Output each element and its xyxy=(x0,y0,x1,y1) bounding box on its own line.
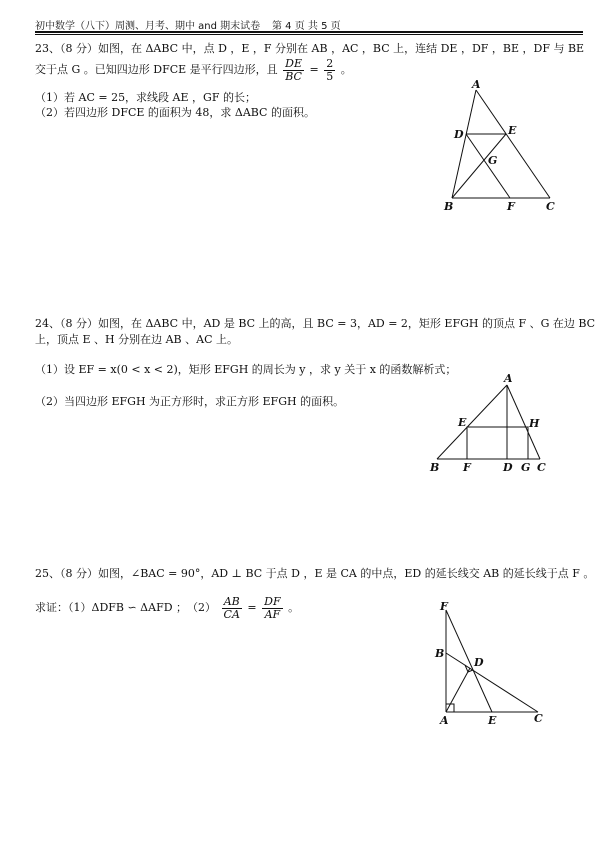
q24-label-d: D xyxy=(503,461,513,474)
q25-label-d: D xyxy=(474,656,484,669)
q24-part2: （2）当四边形 EFGH 为正方形时，求正方形 EFGH 的面积。 xyxy=(35,395,345,408)
q24-label-f: F xyxy=(463,461,471,474)
q25-fraction-df-af xyxy=(262,596,282,620)
q24-side-ab xyxy=(437,385,507,459)
q25-label-b: B xyxy=(435,647,445,660)
header-page-number: 第 4 页 共 5 页 xyxy=(272,21,341,32)
q24-label-g: G xyxy=(521,461,531,474)
header-rule-thin xyxy=(35,34,583,35)
q24-triangle-figure xyxy=(425,370,560,475)
q23-value-denominator: 5 xyxy=(326,69,334,83)
q25-prove-text: 求证：（1）ΔDFB ∽ ΔAFD ； （2） xyxy=(35,601,217,615)
q24-label-c: C xyxy=(537,461,546,474)
q25-equals: = xyxy=(247,601,257,615)
q23-label-g: G xyxy=(488,154,498,167)
q25-prove-line xyxy=(35,596,299,620)
q25-period: 。 xyxy=(288,601,300,615)
q24-part1: （1）设 EF = x(0 < x < 2)，矩形 EFGH 的周长为 y ，求 y 关于 x 的函数解析式； xyxy=(35,363,457,376)
q25-side-bc xyxy=(446,653,538,712)
q25-fraction2-numerator: DF xyxy=(264,595,281,608)
q23-label-a: A xyxy=(472,78,481,91)
q23-label-f: F xyxy=(507,200,515,213)
q25-label-a: A xyxy=(440,714,449,727)
q24-rectangle-efgh xyxy=(467,427,528,459)
q24-label-h: H xyxy=(529,417,540,430)
q24-stem-line2: 上，顶点 E 、H 分别在边 AB 、AC 上。 xyxy=(35,333,238,346)
q25-fraction1-denominator: CA xyxy=(223,607,240,621)
q24-label-a: A xyxy=(504,372,513,385)
q23-label-b: B xyxy=(444,200,454,213)
q25-fraction2-denominator: AF xyxy=(264,607,281,621)
q23-stem-line2 xyxy=(35,58,352,82)
q23-part2: （2）若四边形 DFCE 的面积为 48，求 ΔABC 的面积。 xyxy=(35,106,315,119)
q25-label-e: E xyxy=(488,714,497,727)
q23-stem-line1: 23、（8 分）如图，在 ΔABC 中，点 D ，E ，F 分别在 AB ，AC ，BC 上，连结 DE ，DF ，BE ，DF 与 BE xyxy=(35,42,585,55)
header-title: 初中数学（八下）周测、月考、期中 and 期末试卷 xyxy=(35,21,261,32)
q23-ratio-denominator: BC xyxy=(285,69,302,83)
q23-label-d: D xyxy=(454,128,464,141)
q23-label-c: C xyxy=(546,200,555,213)
q24-stem-line1: 24、（8 分）如图，在 ΔABC 中，AD 是 BC 上的高，且 BC = 3，AD = 2，矩形 EFGH 的顶点 F 、G 在边 BC xyxy=(35,317,596,330)
q23-segment-be xyxy=(452,134,506,198)
q23-ratio-fraction xyxy=(283,58,304,82)
header-rule-thick xyxy=(35,31,583,33)
q25-fraction1-numerator: AB xyxy=(222,596,242,609)
q23-value-numerator: 2 xyxy=(326,57,334,70)
q25-stem-line1: 25、（8 分）如图，∠BAC = 90°，AD ⊥ BC 于点 D ，E 是 CA 的中点，ED 的延长线交 AB 的延长线于点 F 。 xyxy=(35,567,595,580)
q25-fraction-ab-ca xyxy=(222,596,242,620)
q25-label-c: C xyxy=(534,712,543,725)
q23-period: 。 xyxy=(340,63,352,77)
q23-triangle-figure xyxy=(440,80,580,215)
q25-line-fe xyxy=(446,610,492,712)
q23-stem-line2-text: 交于点 G 。已知四边形 DFCE 是平行四边形，且 xyxy=(35,63,278,77)
q23-part1: （1）若 AC = 25，求线段 AE ，GF 的长； xyxy=(35,91,256,104)
q25-altitude-ad xyxy=(446,668,470,712)
q24-label-b: B xyxy=(430,461,440,474)
q23-side-ac xyxy=(476,90,550,198)
q23-value-fraction xyxy=(324,58,335,82)
q25-right-triangle-figure xyxy=(430,598,555,728)
q23-equals: = xyxy=(309,63,319,77)
q23-label-e: E xyxy=(508,124,517,137)
q25-label-f: F xyxy=(440,600,448,613)
q23-ratio-numerator: DE xyxy=(285,57,303,70)
q24-label-e: E xyxy=(458,416,467,429)
